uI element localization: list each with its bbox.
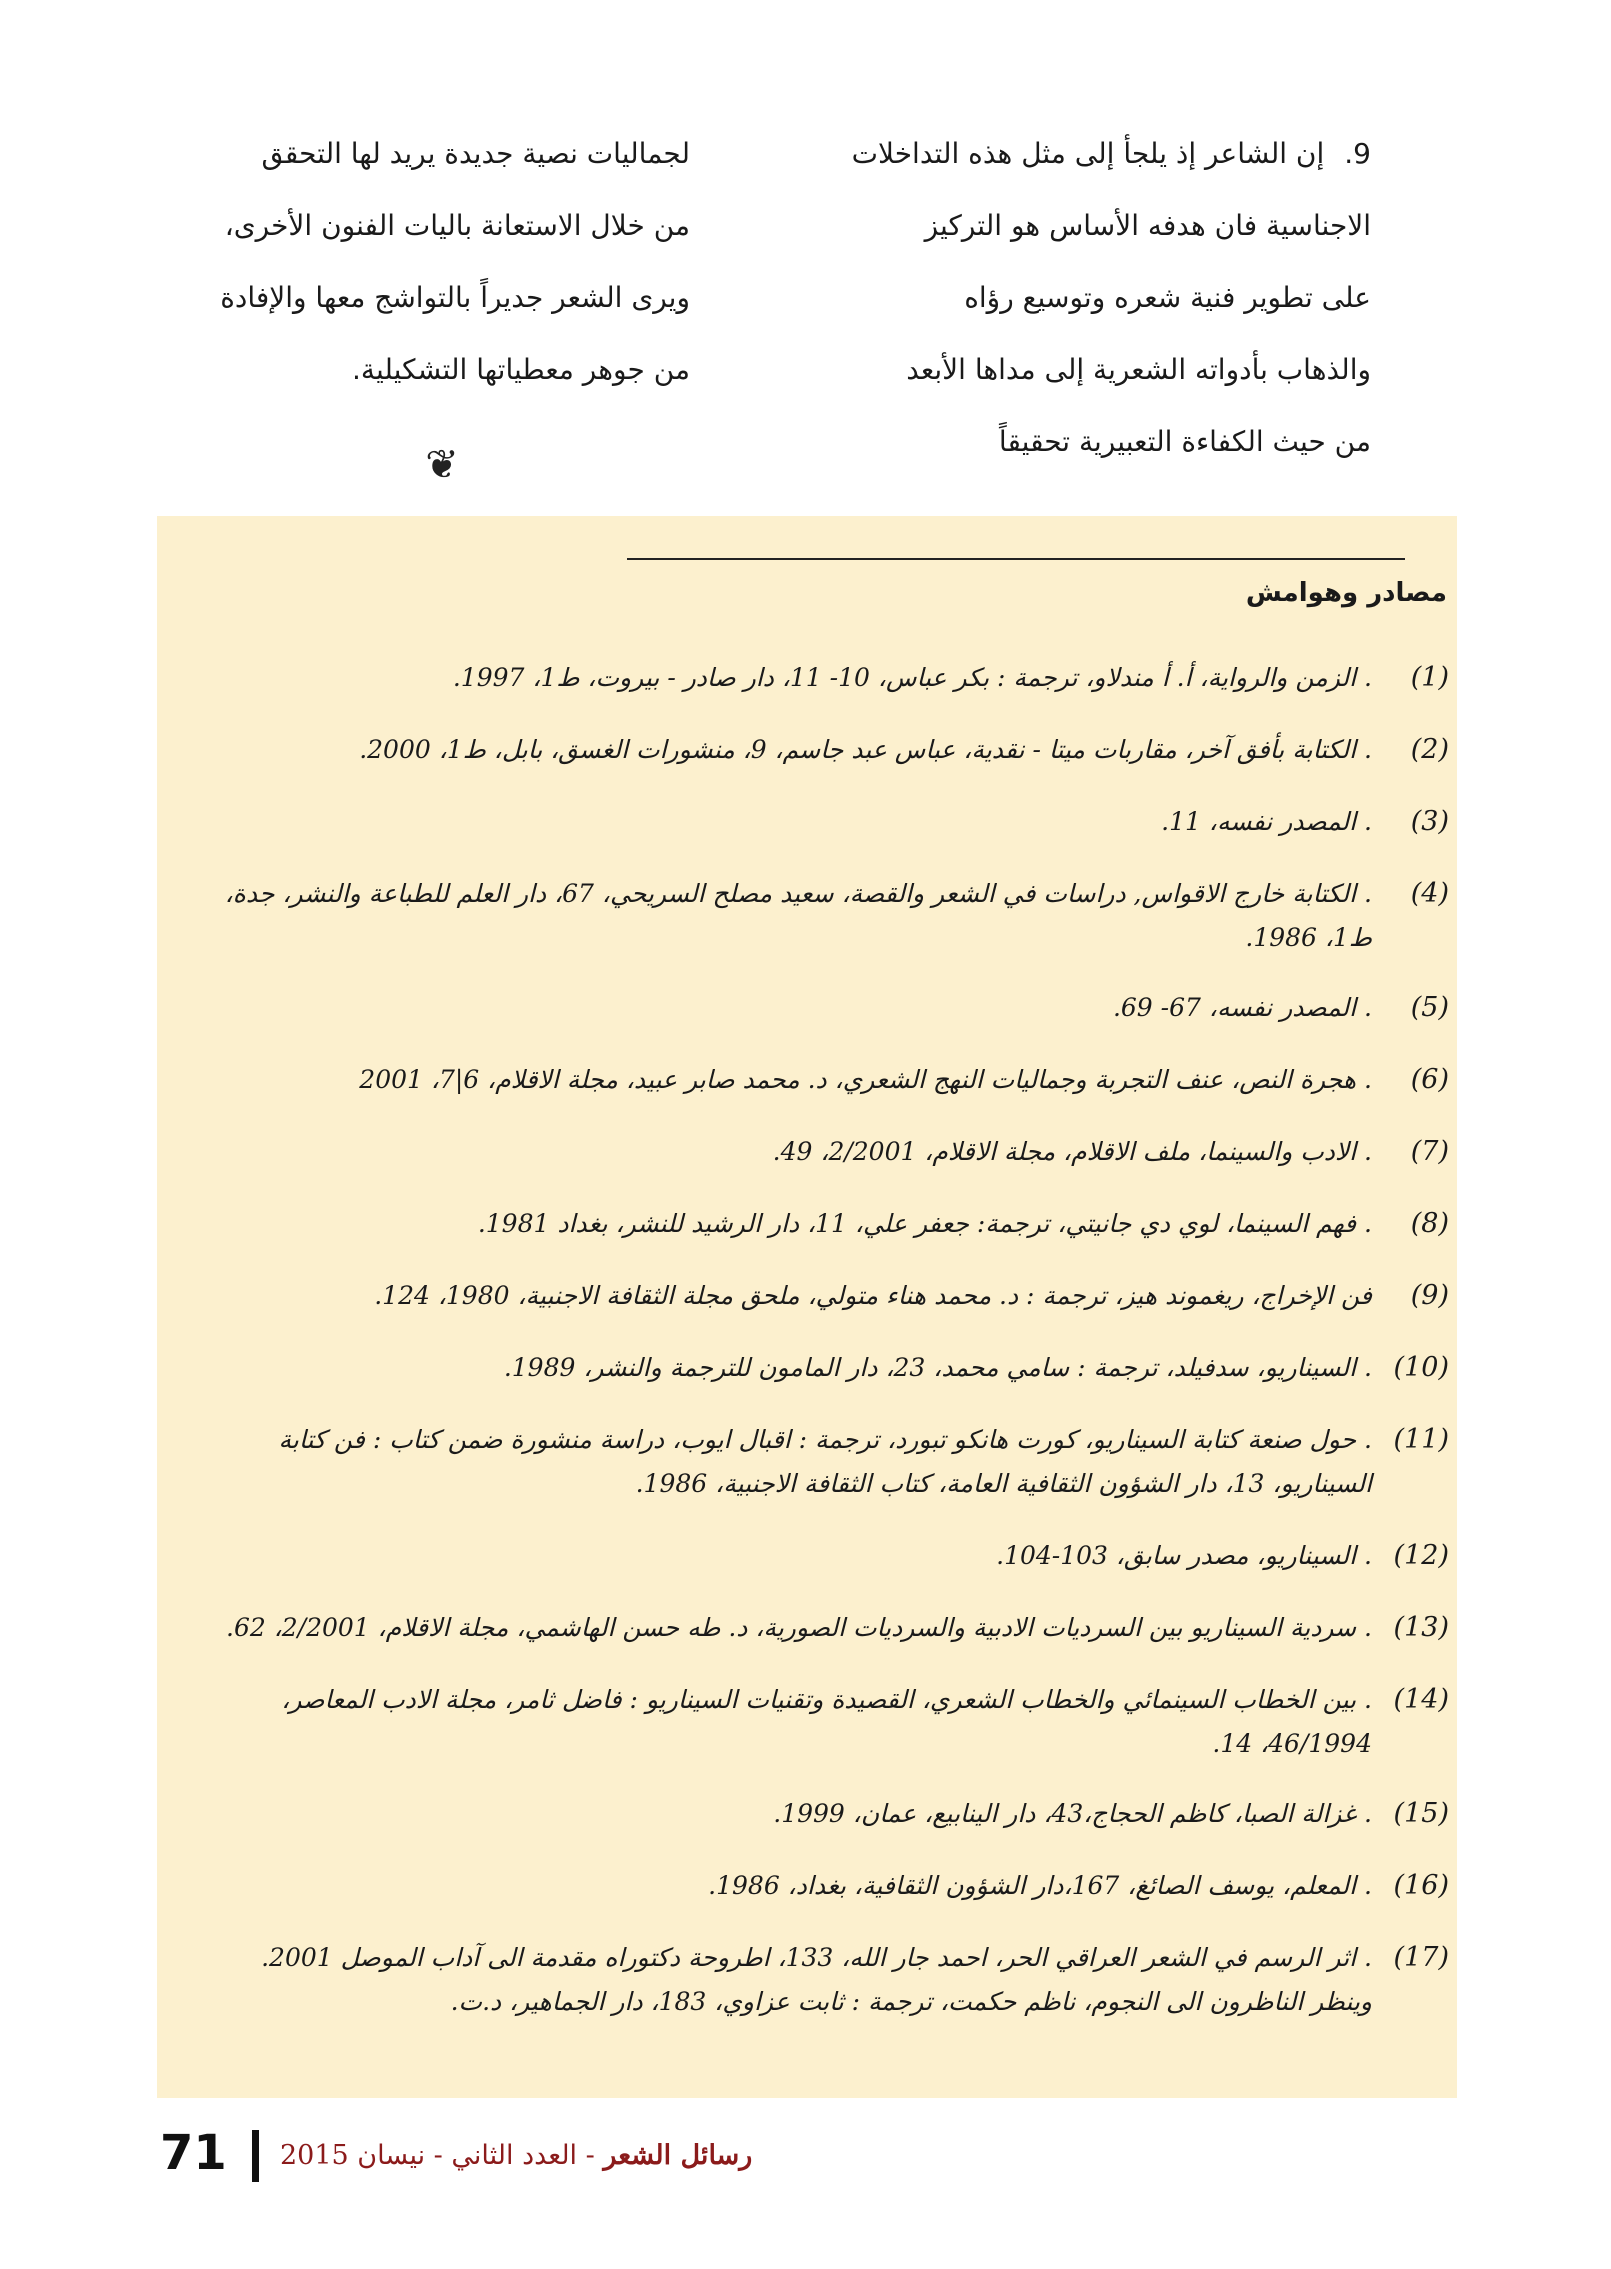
note-text: . المعلم، يوسف الصائغ، 167،دار الشؤون الثقافية، بغداد، 1986. bbox=[708, 1871, 1372, 1900]
body-line: ويرى الشعر جديراً بالتواشج معها والإفادة bbox=[220, 281, 690, 314]
note-text: . الادب والسينما، ملف الاقلام، مجلة الاقلام، 2/2001، 49. bbox=[772, 1137, 1372, 1166]
footer-title bbox=[280, 2136, 752, 2176]
note-text: . الزمن والرواية، أ. أ مندلاو، ترجمة : بكر عباس، 10- 11، دار صادر - بيروت، ط1، 1997. bbox=[452, 663, 1372, 692]
page-footer bbox=[160, 2118, 760, 2188]
magazine-name: رسائل الشعر bbox=[603, 2140, 753, 2171]
note-number: (6) bbox=[1410, 1064, 1449, 1095]
note-text: . بين الخطاب السينمائي والخطاب الشعري، القصيدة وتقنيات السيناريو : فاضل ثامر، مجلة الادب المعاصر، 46/1994، 14. bbox=[281, 1685, 1372, 1758]
note-number: (1) bbox=[1410, 662, 1449, 693]
note-text: . غزالة الصبا، كاظم الحجاج،43، دار الينابيع، عمان، 1999. bbox=[773, 1799, 1372, 1828]
note-number: (15) bbox=[1393, 1798, 1449, 1829]
notes-heading: مصادر وهوامش bbox=[1245, 578, 1447, 608]
note-number: (13) bbox=[1393, 1612, 1449, 1643]
note-number: (14) bbox=[1393, 1684, 1449, 1715]
note-item bbox=[157, 986, 1457, 1030]
note-number: (4) bbox=[1410, 878, 1449, 909]
note-item bbox=[157, 872, 1457, 960]
note-item bbox=[157, 1130, 1457, 1174]
note-text: . المصدر نفسه، 11. bbox=[1161, 807, 1372, 836]
footer-divider bbox=[252, 2130, 259, 2182]
body-line: والذهاب بأدواته الشعرية إلى مداها الأبعد bbox=[906, 353, 1371, 386]
body-line: لجماليات نصية جديدة يريد لها التحقق bbox=[261, 137, 690, 170]
note-text: . اثر الرسم في الشعر العراقي الحر، احمد جار الله، 133، اطروحة دكتوراه مقدمة الى آداب الموصل 2001. وينظر الناظرون الى النجوم، ناظم حكمت، ترجمة : ثابت عزاوي، 183، دار الجماهير، د.ت. bbox=[261, 1943, 1372, 2016]
page-number: 71 bbox=[160, 2125, 227, 2181]
note-number: (8) bbox=[1410, 1208, 1449, 1239]
note-number: (2) bbox=[1410, 734, 1449, 765]
note-text: فن الإخراج، ريغموند هيز، ترجمة : د. محمد هناء متولي، ملحق مجلة الثقافة الاجنبية، 1980، 124. bbox=[374, 1281, 1372, 1310]
note-item bbox=[157, 1792, 1457, 1836]
body-line: الاجناسية فان هدفه الأساس هو التركيز bbox=[924, 209, 1371, 242]
note-text: . فهم السينما، لوي دي جانيتي، ترجمة: جعفر علي، 11، دار الرشيد للنشر، بغداد 1981. bbox=[477, 1209, 1372, 1238]
note-item bbox=[157, 1606, 1457, 1650]
note-text: . حول صنعة كتابة السيناريو، كورت هانكو تبورد، ترجمة : اقبال ايوب، دراسة منشورة ضمن كتاب : فن كتابة السيناريو، 13، دار الشؤون الثقافية العامة، كتاب الثقافة الاجنبية، 1986. bbox=[278, 1425, 1372, 1498]
note-text: . المصدر نفسه، 67- 69. bbox=[1112, 993, 1372, 1022]
point-number: 9. bbox=[1344, 137, 1371, 170]
note-text: . السيناريو، سدفيلد، ترجمة : سامي محمد، 23، دار المامون للترجمة والنشر، 1989. bbox=[503, 1353, 1372, 1382]
note-text: . الكتابة خارج الاقواس, دراسات في الشعر والقصة، سعيد مصلح السريحي، 67، دار العلم للطباعة والنشر، جدة، ط1، 1986. bbox=[224, 879, 1372, 952]
body-line: من جوهر معطياتها التشكيلية. bbox=[352, 353, 690, 386]
section-end-ornament-icon: ❦ bbox=[425, 442, 459, 488]
note-item bbox=[157, 1274, 1457, 1318]
note-number: (9) bbox=[1410, 1280, 1449, 1311]
note-number: (11) bbox=[1393, 1424, 1449, 1455]
body-line-text: إن الشاعر إذ يلجأ إلى مثل هذه التداخلات bbox=[851, 137, 1325, 170]
note-text: . سردية السيناريو بين السرديات الادبية والسرديات الصورية، د. طه حسن الهاشمي، مجلة الاقلام، 2/2001، 62. bbox=[225, 1613, 1372, 1642]
note-item bbox=[157, 800, 1457, 844]
note-text: . هجرة النص، عنف التجربة وجماليات النهج الشعري، د. محمد صابر عبيد، مجلة الاقلام، 6|7، 2001 bbox=[359, 1065, 1372, 1094]
body-column-left bbox=[160, 118, 690, 406]
note-number: (7) bbox=[1410, 1136, 1449, 1167]
note-text: . الكتابة بأفق آخر، مقاربات ميتا - نقدية، عباس عبد جاسم، 9، منشورات الغسق، بابل، ط1، 2000. bbox=[359, 735, 1372, 764]
note-number: (16) bbox=[1393, 1870, 1449, 1901]
body-line: على تطوير فنية شعره وتوسيع رؤاه bbox=[964, 281, 1371, 314]
note-item bbox=[157, 1864, 1457, 1908]
note-number: (10) bbox=[1393, 1352, 1449, 1383]
note-item bbox=[157, 1534, 1457, 1578]
body-line: من حيث الكفاءة التعبيرية تحقيقاً bbox=[998, 425, 1371, 458]
note-number: (3) bbox=[1410, 806, 1449, 837]
body-column-right bbox=[843, 118, 1371, 478]
note-number: (12) bbox=[1393, 1540, 1449, 1571]
note-item bbox=[157, 1202, 1457, 1246]
note-number: (17) bbox=[1393, 1942, 1449, 1973]
note-item bbox=[157, 1936, 1457, 2024]
note-item bbox=[157, 1678, 1457, 1766]
note-number: (5) bbox=[1410, 992, 1449, 1023]
note-text: . السيناريو، مصدر سابق، 103-104. bbox=[996, 1541, 1372, 1570]
notes-divider bbox=[627, 558, 1405, 560]
note-item bbox=[157, 1346, 1457, 1390]
body-line bbox=[843, 118, 1371, 190]
note-item bbox=[157, 1058, 1457, 1102]
body-line: من خلال الاستعانة باليات الفنون الأخرى، bbox=[224, 209, 690, 242]
note-item bbox=[157, 656, 1457, 700]
note-item bbox=[157, 1418, 1457, 1506]
issue-info: - العدد الثاني - نيسان 2015 bbox=[280, 2140, 604, 2171]
notes-section bbox=[157, 516, 1457, 2098]
note-item bbox=[157, 728, 1457, 772]
